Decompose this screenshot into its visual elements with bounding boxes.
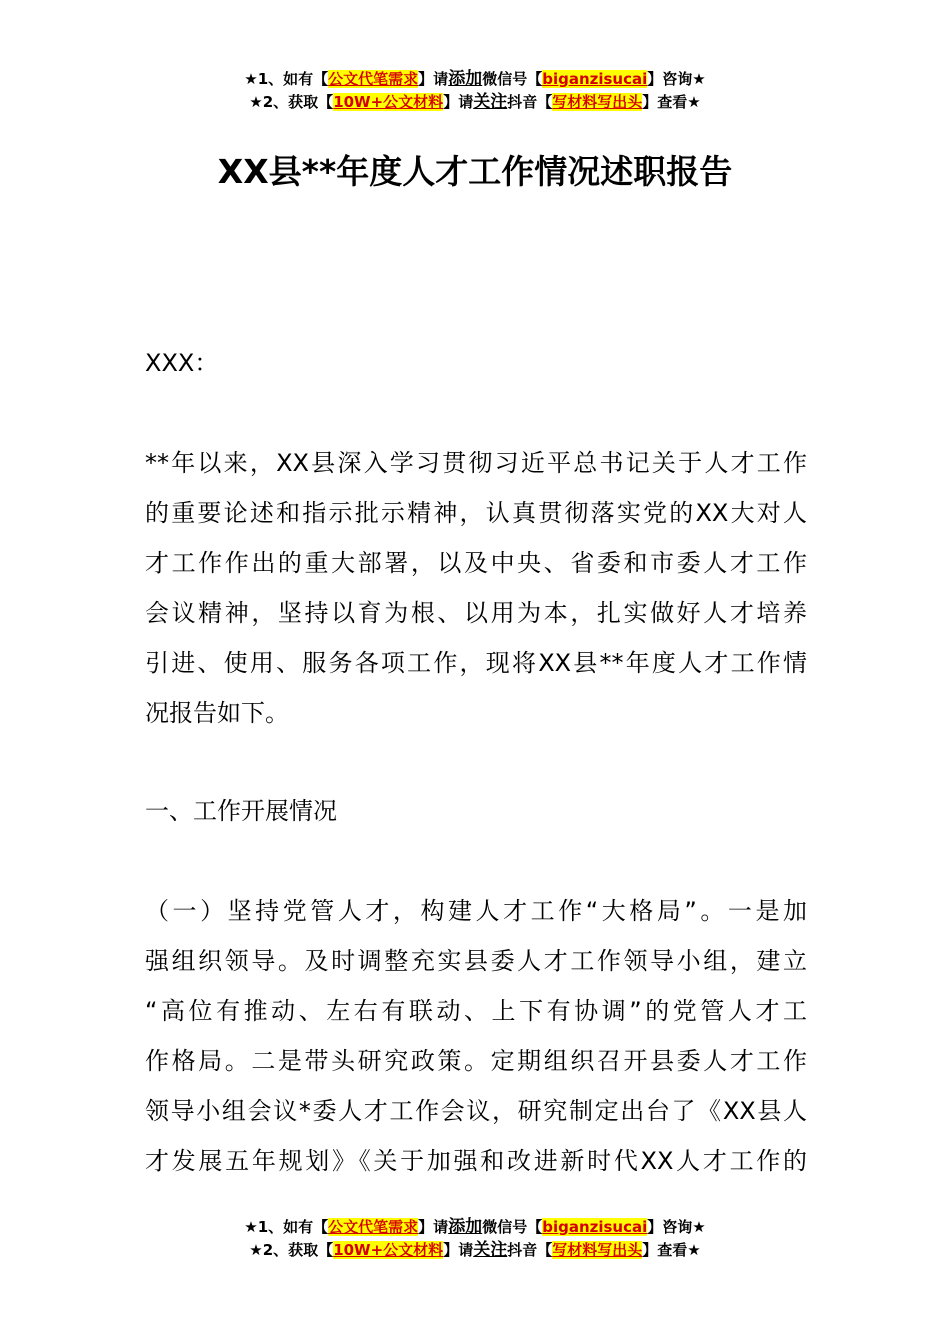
promo-highlight: 公文代笔需求 <box>328 70 419 88</box>
paragraph-line: 会议精神，坚持以育为根、以用为本，扎实做好人才培养 <box>145 599 807 627</box>
promo-line-2: ★2、获取【10W+公文材料】请关注抖音【写材料写出头】查看★ <box>249 1240 701 1260</box>
paragraph-line: 才工作作出的重大部署，以及中央、省委和市委人才工作 <box>145 549 807 577</box>
paragraph-intro <box>145 438 807 738</box>
wechat-id-highlight: biganzisucai <box>542 70 648 88</box>
promo-banner-top <box>0 68 950 114</box>
promo-line-1: ★1、如有【公文代笔需求】请添加微信号【biganzisucai】咨询★ <box>244 1217 706 1237</box>
promo-highlight: 公文代笔需求 <box>328 1218 419 1236</box>
wechat-id-highlight: biganzisucai <box>542 1218 648 1236</box>
paragraph-line: 的重要论述和指示批示精神，认真贯彻落实党的XX大对人 <box>145 499 807 527</box>
douyin-id-highlight: 写材料写出头 <box>552 1241 643 1259</box>
document-title: XX县**年度人才工作情况述职报告 <box>217 152 733 191</box>
douyin-id-highlight: 写材料写出头 <box>552 93 643 111</box>
paragraph-line: “高位有推动、左右有联动、上下有协调”的党管人才工 <box>145 997 807 1025</box>
promo-highlight: 10W+公文材料 <box>333 1241 444 1259</box>
paragraph-line: 领导小组会议*委人才工作会议，研究制定出台了《XX县人 <box>145 1097 807 1125</box>
promo-highlight: 10W+公文材料 <box>333 93 444 111</box>
promo-line-2: ★2、获取【10W+公文材料】请关注抖音【写材料写出头】查看★ <box>249 92 701 112</box>
salutation: XXX： <box>145 349 219 377</box>
paragraph-line: （一）坚持党管人才，构建人才工作“大格局”。一是加 <box>145 897 807 925</box>
paragraph-line: **年以来，XX县深入学习贯彻习近平总书记关于人才工作 <box>145 449 807 477</box>
paragraph-line: 才发展五年规划》《关于加强和改进新时代XX人才工作的 <box>145 1147 807 1175</box>
paragraph-line: 引进、使用、服务各项工作，现将XX县**年度人才工作情 <box>145 649 807 677</box>
paragraph-line: 强组织领导。及时调整充实县委人才工作领导小组，建立 <box>145 947 807 975</box>
paragraph-line: 作格局。二是带头研究政策。定期组织召开县委人才工作 <box>145 1047 807 1075</box>
promo-line-1: ★1、如有【公文代笔需求】请添加微信号【biganzisucai】咨询★ <box>244 69 706 89</box>
section-heading: 一、工作开展情况 <box>145 797 337 825</box>
paragraph-line: 况报告如下。 <box>145 699 289 727</box>
promo-banner-bottom <box>0 1216 950 1262</box>
paragraph-section1 <box>145 886 807 1186</box>
